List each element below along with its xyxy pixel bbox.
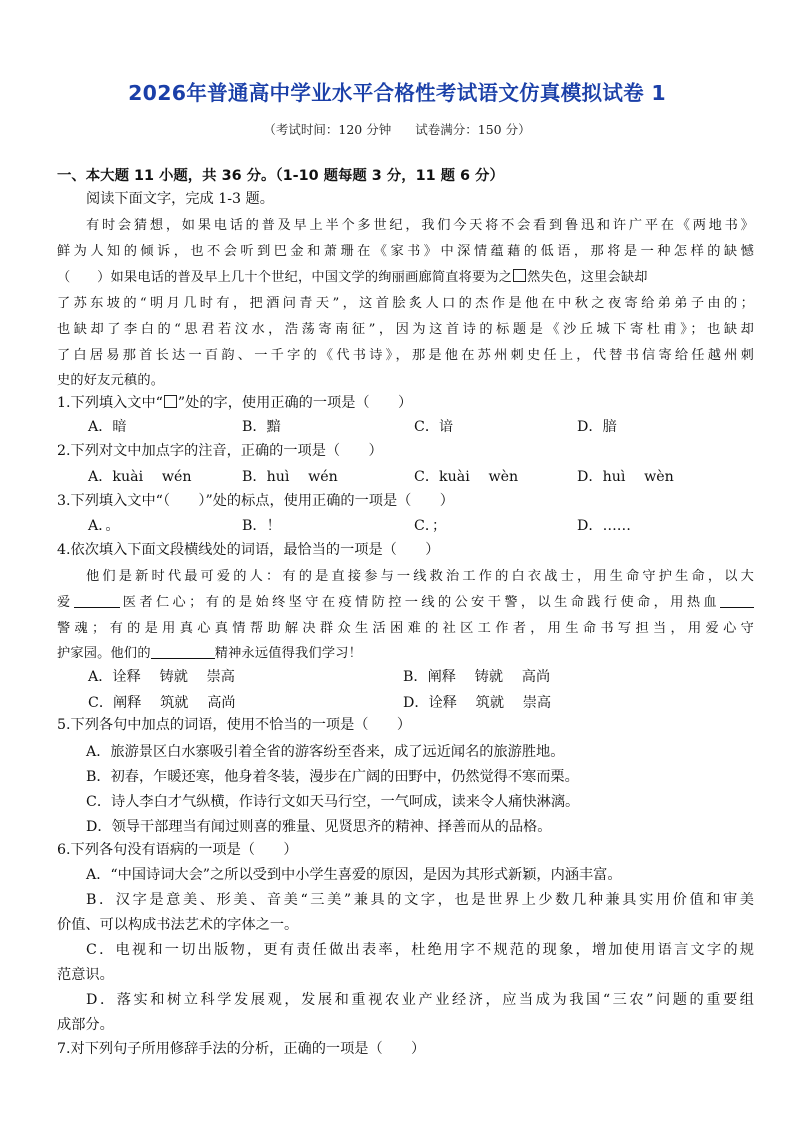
section-heading: 一、本大题 11 小题，共 36 分。（1-10 题每题 3 分，11 题 6 分） bbox=[57, 168, 504, 184]
passage-line: 有时会猜想，如果电话的普及早上半个多世纪，我们今天将不会看到鲁迅和许广平在《两地书》 bbox=[86, 218, 754, 233]
reading-intro: 阅读下面文字，完成 1-3 题。 bbox=[86, 191, 274, 207]
q4-option-a[interactable]: A．诠释 铸就 崇高 bbox=[88, 669, 235, 685]
passage-line: 鲜为人知的倾诉，也不会听到巴金和萧珊在《家书》中深情蕴藉的低语，那将是一种怎样的缺憾 bbox=[57, 244, 754, 259]
passage-line: 史的好友元稹的。 bbox=[57, 373, 165, 388]
q6-option-d-cont: 成部分。 bbox=[57, 1017, 114, 1033]
q4-option-b[interactable]: B．阐释 铸就 高尚 bbox=[403, 669, 551, 685]
fill-box bbox=[164, 395, 177, 408]
q6-option-b[interactable]: B．汉字是意美、形美、音美“三美”兼具的文字，也是世界上少数几种兼具实用价值和审美 bbox=[86, 892, 754, 908]
q6-option-c[interactable]: C．电视和一切出版物，更有责任做出表率，杜绝用字不规范的现象，增加使用语言文字的规 bbox=[86, 942, 754, 958]
fill-box bbox=[513, 269, 526, 282]
passage-line: 了白居易那首长达一百韵、一千字的《代书诗》，那是他在苏州刺史任上，代替书信寄给任越州刺 bbox=[57, 348, 754, 363]
q1-option-d[interactable]: D．腤 bbox=[577, 419, 617, 435]
exam-title: 2026年普通高中学业水平合格性考试语文仿真模拟试卷 1 bbox=[128, 81, 666, 105]
q3-option-a[interactable]: A．。 bbox=[88, 518, 120, 534]
question-4-stem: 4.依次填入下面文段横线处的词语，最恰当的一项是（ ） bbox=[57, 542, 440, 558]
q5-option-d[interactable]: D．领导干部理当有闻过则喜的雅量、见贤思齐的精神、择善而从的品格。 bbox=[86, 819, 552, 835]
q5-option-b[interactable]: B．初春，乍暖还寒，他身着冬装，漫步在广阔的田野中，仍然觉得不寒而栗。 bbox=[86, 769, 579, 785]
q2-option-c[interactable]: C．kuài wèn bbox=[414, 469, 519, 485]
q4-passage-line: 他们是新时代最可爱的人：有的是直接参与一线救治工作的白衣战士，用生命守护生命，以大 bbox=[86, 569, 754, 584]
q2-option-d[interactable]: D．huì wèn bbox=[577, 469, 674, 485]
q4-option-d[interactable]: D．诠释 筑就 崇高 bbox=[403, 695, 552, 711]
passage-line: （ ）如果电话的普及早上几十个世纪，中国文学的绚丽画廊简直将要为之 然失色，这里会缺却 bbox=[57, 270, 648, 285]
q1-option-a[interactable]: A．暗 bbox=[88, 419, 127, 435]
q1-option-c[interactable]: C．谙 bbox=[414, 419, 454, 435]
question-5-stem: 5.下列各句中加点的词语，使用不恰当的一项是（ ） bbox=[57, 717, 412, 733]
question-2-stem: 2.下列对文中加点字的注音，正确的一项是（ ） bbox=[57, 443, 383, 459]
exam-info bbox=[0, 120, 794, 138]
passage-line: 也缺却了李白的“思君若汶水，浩荡寄南征”，因为这首诗的标题是《沙丘城下寄杜甫》；也缺却 bbox=[57, 322, 754, 337]
question-6-stem: 6.下列各句没有语病的一项是（ ） bbox=[57, 842, 298, 858]
answer-blank[interactable] bbox=[720, 593, 754, 608]
q4-option-c[interactable]: C．阐释 筑就 高尚 bbox=[88, 695, 236, 711]
q4-passage-line: 警魂；有的是用真心真情帮助解决群众生活困难的社区工作者，用生命书写担当，用爱心守 bbox=[57, 621, 754, 636]
q3-option-d[interactable]: D．…… bbox=[577, 518, 631, 534]
q1-option-b[interactable]: B．黯 bbox=[242, 419, 281, 435]
passage-line: 了苏东坡的“明月几时有，把酒问青天”，这首脍炙人口的杰作是他在中秋之夜寄给弟弟子由的； bbox=[57, 296, 754, 311]
q2-option-a[interactable]: A．kuài wén bbox=[88, 469, 192, 485]
q4-passage-line: 爱 医者仁心；有的是始终坚守在疫情防控一线的公安干警，以生命践行使命，用热血 bbox=[57, 592, 754, 614]
question-1-stem: 1.下列填入文中“ ”处的字，使用正确的一项是（ ） bbox=[57, 395, 413, 411]
q6-option-d[interactable]: D．落实和树立科学发展观，发展和重视农业产业经济，应当成为我国“三农”问题的重要组 bbox=[86, 992, 754, 1008]
q6-option-b-cont: 价值、可以构成书法艺术的字体之一。 bbox=[57, 917, 299, 933]
q5-option-a[interactable]: A．旅游景区白水寨吸引着全省的游客纷至沓来，成了远近闻名的旅游胜地。 bbox=[86, 744, 565, 760]
q4-passage-line: 护家园。他们的 精神永远值得我们学习！ bbox=[57, 646, 362, 661]
q3-option-b[interactable]: B．！ bbox=[242, 518, 281, 534]
q6-option-c-cont: 范意识。 bbox=[57, 967, 114, 983]
q2-option-b[interactable]: B．huì wén bbox=[242, 469, 338, 485]
question-3-stem: 3.下列填入文中“（ ）”处的标点，使用正确的一项是（ ） bbox=[57, 493, 454, 509]
question-7-stem: 7.对下列句子所用修辞手法的分析，正确的一项是（ ） bbox=[57, 1041, 426, 1057]
exam-time: （考试时间：120 分钟 bbox=[263, 122, 392, 137]
answer-blank[interactable] bbox=[151, 644, 215, 659]
q3-option-c[interactable]: C．； bbox=[414, 518, 447, 534]
q5-option-c[interactable]: C．诗人李白才气纵横，作诗行文如天马行空，一气呵成，读来令人痛快淋漓。 bbox=[86, 794, 580, 810]
q6-option-a[interactable]: A．“中国诗词大会”之所以受到中小学生喜爱的原因，是因为其形式新颖，内涵丰富。 bbox=[86, 867, 622, 883]
answer-blank[interactable] bbox=[74, 593, 120, 608]
exam-score: 试卷满分：150 分） bbox=[415, 122, 531, 137]
